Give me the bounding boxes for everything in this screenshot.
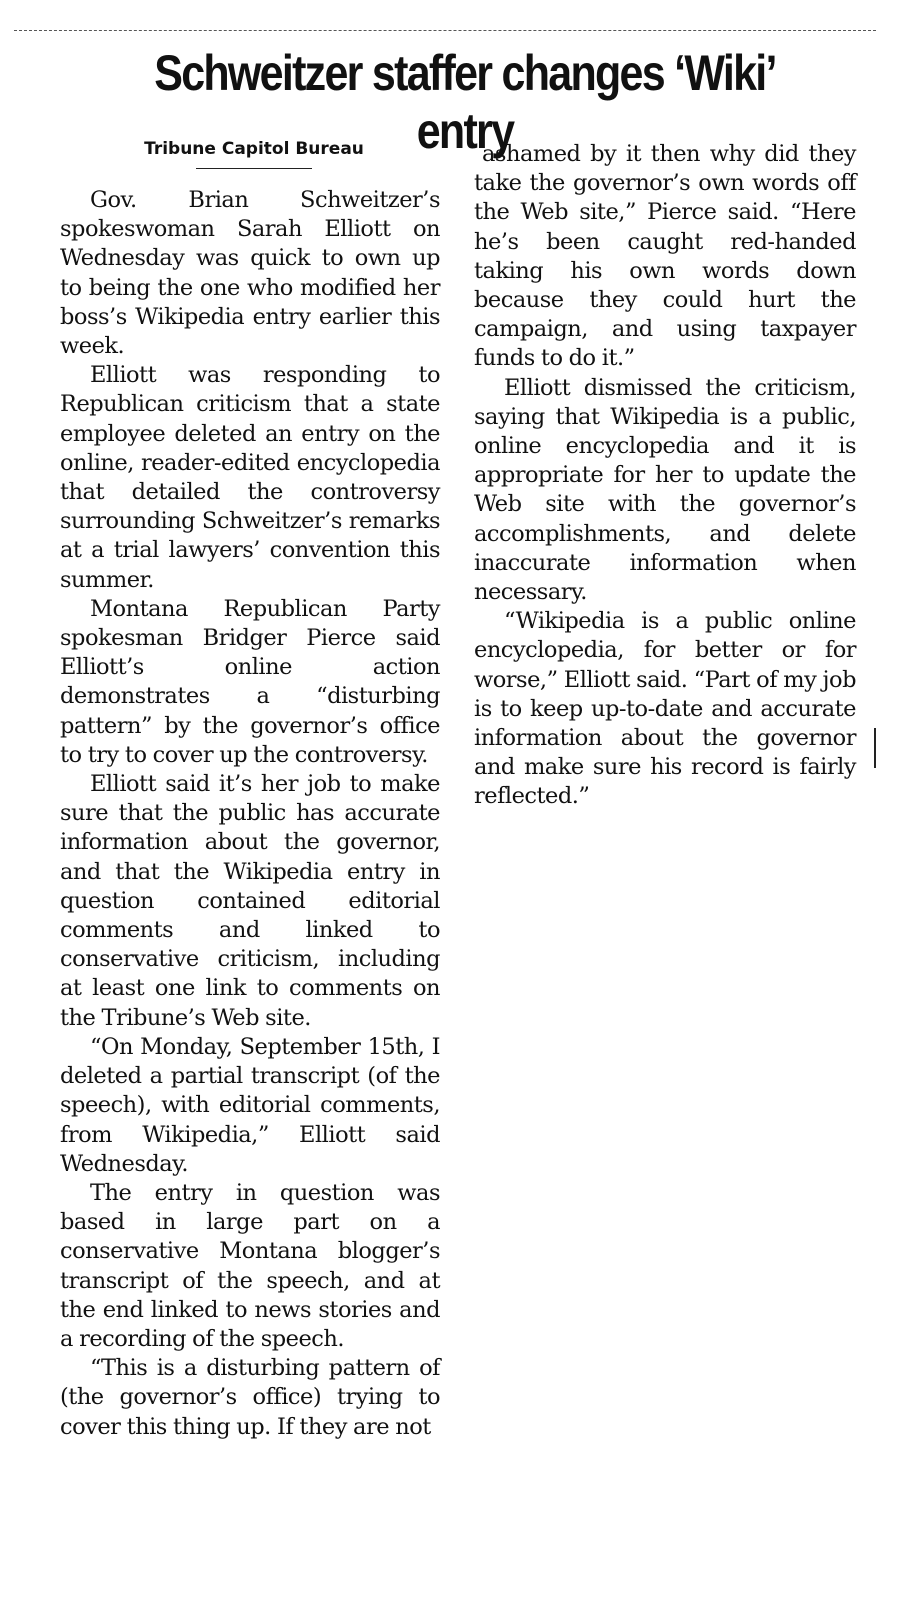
paragraph: Gov. Brian Schweitzer’s spokeswoman Sarah Elliott on Wednesday was quick to own up to being the one who modified her boss’s Wikipedia entry earlier this week. bbox=[60, 187, 440, 360]
paragraph: “This is a disturbing pattern of (the governor’s office) trying to cover this thing up. If they are not bbox=[60, 1355, 440, 1440]
paragraph: Montana Republican Party spokesman Bridger Pierce said Elliott’s online action demonstrates a “disturbing pattern” by the governor’s office to try to cover up the controversy. bbox=[60, 595, 440, 768]
top-dashed-rule bbox=[14, 30, 876, 31]
paragraph: “On Monday, September 15th, I deleted a partial transcript (of the speech), with editorial comments, from Wikipedia,” Elliott said Wednesday. bbox=[60, 1033, 440, 1177]
paragraph: “Wikipedia is a public online encyclopedia, for better or for worse,” Elliott said. “Part of my job is to keep up-to-date and accurate information about the governor and make sure his record is fairly reflected.” bbox=[474, 608, 856, 810]
paragraph: Elliott was responding to Republican criticism that a state employee deleted an entry on the online, reader-edited encyclopedia that detailed the controversy surrounding Schweitzer’s remarks at a trial lawyers’ convention this summer. bbox=[60, 362, 440, 593]
article-column-right bbox=[474, 140, 856, 812]
byline: Tribune Capitol Bureau bbox=[144, 139, 364, 159]
scan-edge-mark bbox=[874, 728, 876, 768]
paragraph: Elliott said it’s her job to make sure that the public has accurate information about the governor, and that the Wikipedia entry in question contained editorial comments and linked to conservative criticism, including at least one link to comments on the Tribune’s Web site. bbox=[60, 771, 440, 1031]
byline-rule bbox=[196, 168, 312, 169]
article-column-left bbox=[60, 186, 440, 1442]
paragraph: The entry in question was based in large part on a conservative Montana blogger’s transcript of the speech, and at the end linked to news stories and a recording of the speech. bbox=[60, 1179, 440, 1352]
paragraph: Elliott dismissed the criticism, saying that Wikipedia is a public, online encyclopedia and it is appropriate for her to update the Web site with the governor’s accomplishments, and delete inaccurate information when necessary. bbox=[474, 374, 856, 606]
paragraph-continued: ashamed by it then why did they take the governor’s own words off the Web site,” Pierce said. “Here he’s been caught red-handed taking his own words down because they could hurt the campaign, and using taxpayer funds to do it.” bbox=[474, 141, 856, 372]
headline: Schweitzer staffer changes ‘Wiki’ entry bbox=[154, 45, 776, 159]
